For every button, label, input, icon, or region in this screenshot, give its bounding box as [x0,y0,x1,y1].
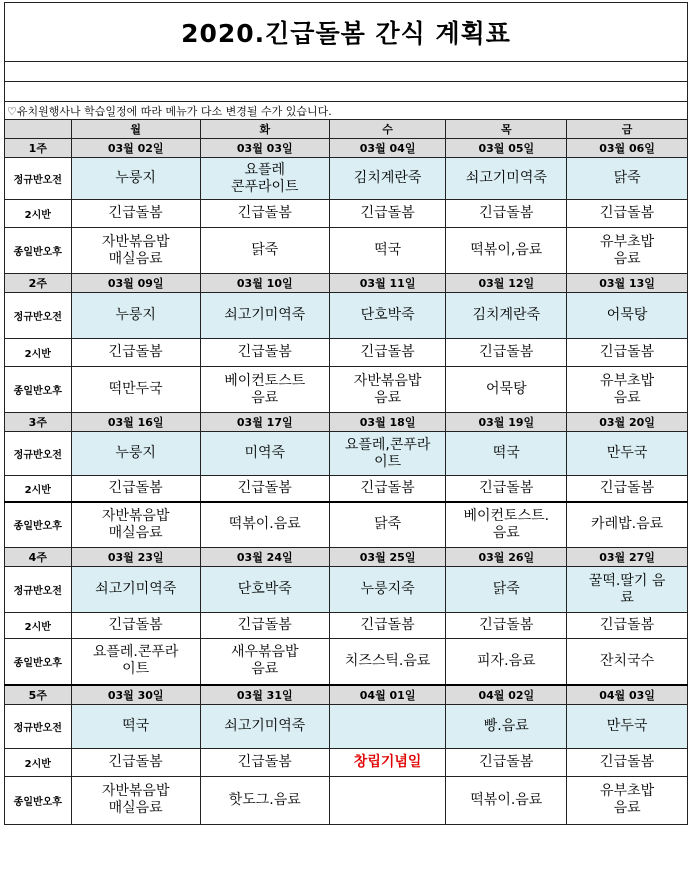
menu-cell: 유부초밥 음료 [567,776,688,824]
menu-cell: 긴급돌봄 [567,748,688,776]
menu-cell: 만두국 [567,704,688,748]
menu-cell: 긴급돌봄 [567,200,688,228]
row-label: 2시반 [5,613,72,639]
menu-cell: 떡국 [446,432,567,476]
morning-row [5,293,688,339]
middle-row [5,748,688,776]
row-label: 종일반오후 [5,776,72,824]
menu-cell: 떡국 [329,228,446,274]
menu-cell: 긴급돌봄 [446,613,567,639]
menu-cell: 유부초밥 음료 [567,367,688,413]
date-cell: 03월 20일 [567,413,688,432]
menu-cell: 새우볶음밥 음료 [200,639,329,685]
menu-cell: 김치계란죽 [446,293,567,339]
menu-cell: 떡볶이.음료 [446,776,567,824]
menu-cell: 긴급돌봄 [329,200,446,228]
middle-row [5,339,688,367]
afternoon-row [5,228,688,274]
week-header-row [5,413,688,432]
menu-cell: 떡볶이.음료 [200,502,329,548]
menu-cell: 닭죽 [567,158,688,200]
menu-cell: 베이컨토스트 음료 [200,367,329,413]
date-cell: 03월 06일 [567,139,688,158]
day-header: 목 [446,120,567,139]
menu-cell: 자반볶음밥 음료 [329,367,446,413]
page-title: 2020.긴급돌봄 간식 계획표 [5,3,688,62]
menu-cell: 쇠고기미역죽 [446,158,567,200]
menu-cell: 치즈스틱.음료 [329,639,446,685]
row-label: 2시반 [5,339,72,367]
menu-cell: 누룽지죽 [329,567,446,613]
menu-cell: 단호박죽 [200,567,329,613]
morning-row [5,567,688,613]
menu-cell: 쇠고기미역죽 [71,567,200,613]
blank-row [5,62,688,82]
date-cell: 03월 13일 [567,274,688,293]
menu-cell: 어묵탕 [567,293,688,339]
day-header: 금 [567,120,688,139]
row-label: 정규반오전 [5,567,72,613]
week-label: 2주 [5,274,72,293]
morning-row [5,432,688,476]
menu-cell: 단호박죽 [329,293,446,339]
menu-cell: 긴급돌봄 [200,476,329,502]
date-cell: 03월 31일 [200,685,329,705]
date-cell: 03월 19일 [446,413,567,432]
menu-cell: 떡국 [71,704,200,748]
notice-text: ♡유치원행사나 학습일정에 따라 메뉴가 다소 변경될 수가 있습니다. [5,102,688,120]
menu-cell: 잔치국수 [567,639,688,685]
day-header: 화 [200,120,329,139]
schedule-sheet [4,2,688,825]
day-header: 월 [71,120,200,139]
menu-cell: 미역죽 [200,432,329,476]
menu-cell: 긴급돌봄 [71,476,200,502]
menu-cell: 자반볶음밥 매실음료 [71,502,200,548]
menu-cell: 쇠고기미역죽 [200,293,329,339]
menu-cell: 긴급돌봄 [446,476,567,502]
week-header-row [5,139,688,158]
week-label: 1주 [5,139,72,158]
date-cell: 03월 11일 [329,274,446,293]
menu-cell: 빵.음료 [446,704,567,748]
week-label: 3주 [5,413,72,432]
menu-cell: 피자.음료 [446,639,567,685]
menu-cell: 카레밥.음료 [567,502,688,548]
row-label: 2시반 [5,748,72,776]
date-cell: 03월 12일 [446,274,567,293]
menu-cell: 긴급돌봄 [329,339,446,367]
menu-cell: 긴급돌봄 [329,476,446,502]
menu-cell: 긴급돌봄 [446,339,567,367]
menu-cell: 유부초밥 음료 [567,228,688,274]
corner-cell [5,120,72,139]
row-label: 종일반오후 [5,502,72,548]
morning-row [5,704,688,748]
date-cell: 03월 30일 [71,685,200,705]
menu-cell: 닭죽 [446,567,567,613]
date-cell: 03월 23일 [71,548,200,567]
row-label: 정규반오전 [5,158,72,200]
menu-cell: 떡볶이,음료 [446,228,567,274]
middle-row [5,613,688,639]
menu-cell: 김치계란죽 [329,158,446,200]
date-cell: 04월 01일 [329,685,446,705]
row-label: 종일반오후 [5,228,72,274]
date-cell: 03월 25일 [329,548,446,567]
day-header-row [5,120,688,139]
week-label: 5주 [5,685,72,705]
menu-cell [329,776,446,824]
menu-cell: 긴급돌봄 [200,200,329,228]
menu-cell: 자반볶음밥 매실음료 [71,228,200,274]
row-label: 정규반오전 [5,432,72,476]
day-header: 수 [329,120,446,139]
row-label: 정규반오전 [5,704,72,748]
menu-cell: 요플레 콘푸라이트 [200,158,329,200]
menu-cell: 떡만두국 [71,367,200,413]
menu-cell: 닭죽 [200,228,329,274]
date-cell: 03월 18일 [329,413,446,432]
week-header-row [5,274,688,293]
middle-row [5,200,688,228]
week-label: 4주 [5,548,72,567]
menu-cell: 어묵탕 [446,367,567,413]
afternoon-row [5,502,688,548]
menu-cell: 긴급돌봄 [446,748,567,776]
menu-cell: 긴급돌봄 [567,476,688,502]
blank-row [5,82,688,102]
date-cell: 03월 26일 [446,548,567,567]
date-cell: 04월 03일 [567,685,688,705]
menu-cell: 긴급돌봄 [567,613,688,639]
menu-cell: 긴급돌봄 [200,613,329,639]
menu-cell: 자반볶음밥 매실음료 [71,776,200,824]
menu-cell: 긴급돌봄 [200,748,329,776]
date-cell: 03월 24일 [200,548,329,567]
menu-cell: 누룽지 [71,293,200,339]
menu-cell: 긴급돌봄 [71,200,200,228]
menu-cell: 쇠고기미역죽 [200,704,329,748]
afternoon-row [5,776,688,824]
week-header-row [5,548,688,567]
date-cell: 03월 10일 [200,274,329,293]
menu-cell: 요플레.콘푸라 이트 [71,639,200,685]
menu-cell: 닭죽 [329,502,446,548]
menu-cell: 긴급돌봄 [71,339,200,367]
menu-cell: 요플레,콘푸라 이트 [329,432,446,476]
date-cell: 03월 09일 [71,274,200,293]
date-cell: 03월 04일 [329,139,446,158]
menu-cell: 베이컨토스트. 음료 [446,502,567,548]
menu-cell: 누룽지 [71,432,200,476]
date-cell: 03월 16일 [71,413,200,432]
date-cell: 03월 02일 [71,139,200,158]
afternoon-row [5,639,688,685]
menu-cell: 꿀떡.딸기 음 료 [567,567,688,613]
date-cell: 03월 27일 [567,548,688,567]
holiday-cell: 창립기념일 [329,748,446,776]
menu-cell: 긴급돌봄 [71,613,200,639]
afternoon-row [5,367,688,413]
menu-cell: 누룽지 [71,158,200,200]
row-label: 종일반오후 [5,639,72,685]
morning-row [5,158,688,200]
snack-plan-table [4,2,688,825]
row-label: 2시반 [5,476,72,502]
menu-cell: 긴급돌봄 [329,613,446,639]
menu-cell: 만두국 [567,432,688,476]
menu-cell: 핫도그.음료 [200,776,329,824]
menu-cell: 긴급돌봄 [200,339,329,367]
row-label: 종일반오후 [5,367,72,413]
menu-cell: 긴급돌봄 [446,200,567,228]
date-cell: 03월 03일 [200,139,329,158]
menu-cell: 긴급돌봄 [567,339,688,367]
menu-cell: 긴급돌봄 [71,748,200,776]
menu-cell [329,704,446,748]
row-label: 2시반 [5,200,72,228]
date-cell: 03월 05일 [446,139,567,158]
row-label: 정규반오전 [5,293,72,339]
middle-row [5,476,688,502]
date-cell: 04월 02일 [446,685,567,705]
date-cell: 03월 17일 [200,413,329,432]
week-header-row [5,685,688,705]
